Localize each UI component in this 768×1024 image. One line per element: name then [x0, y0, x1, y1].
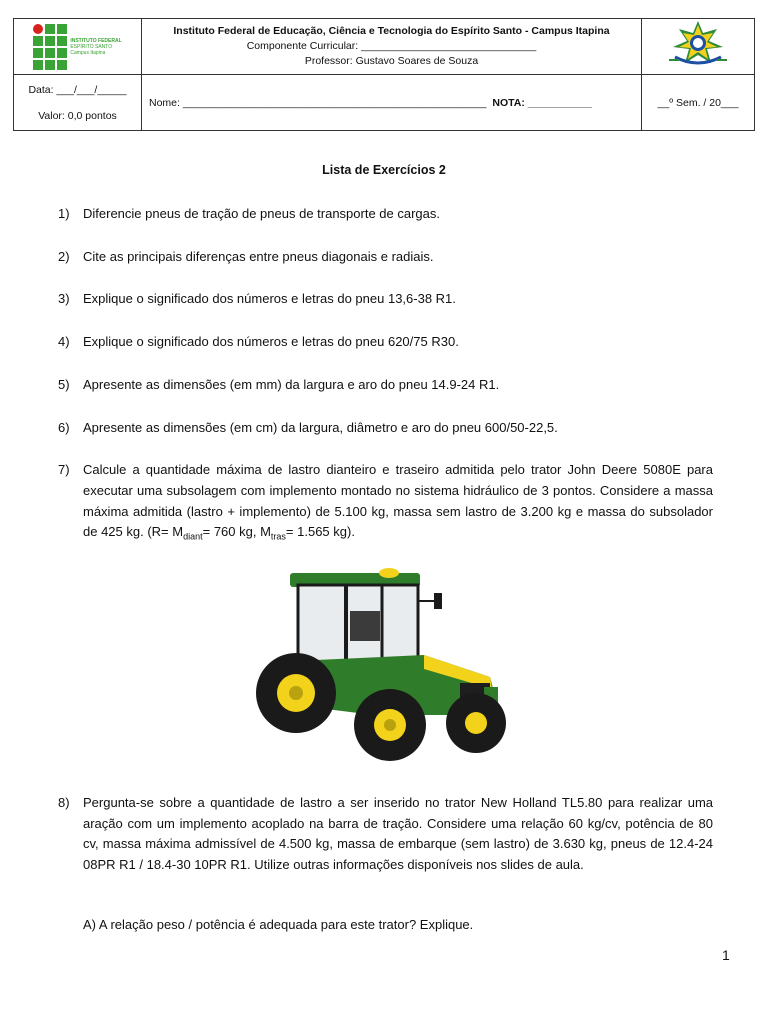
ifes-logo-text: INSTITUTO FEDERAL ESPÍRITO SANTO Campus Itapina: [70, 37, 122, 56]
exercise-item: [58, 289, 713, 310]
tractor-image: [254, 565, 516, 770]
exercise-number: 8): [58, 795, 70, 810]
exercise-item: [58, 204, 713, 225]
semester-field: __º Sem. / 20___: [657, 96, 739, 109]
header-table: [13, 18, 755, 131]
date-field: Data: ___/___/_____: [28, 83, 127, 96]
exercise-text: Explique o significado dos números e letras do pneu 13,6-38 R1.: [83, 291, 456, 307]
institution-cell: [142, 19, 642, 75]
exercise-text: Apresente as dimensões (em cm) da largura, diâmetro e aro do pneu 600/50-22,5.: [83, 419, 558, 435]
brazil-crest-cell: [642, 19, 755, 75]
exercise-number: 4): [58, 334, 70, 350]
exercise-item: [58, 375, 713, 396]
date-cell: [14, 75, 142, 131]
exercise-item: [58, 793, 713, 876]
exercise-number: 3): [58, 291, 70, 307]
subquestion-a: A) A relação peso / potência é adequada para este trator? Explique.: [83, 917, 474, 932]
name-cell: [142, 75, 642, 131]
exercise-item: [58, 247, 713, 268]
exercise-text: Calcule a quantidade máxima de lastro dianteiro e traseiro admitida pelo trator John Deere 5080E para executar uma subsolagem com implemento montado no sistema hidráulico de 3 pontos. Considere a massa máxima admitida (lastro + implemento) de 5.100 kg, massa sem lastro de 3.200 kg e massa do subsolador de 425 kg. ($R= M_{diant}= 760$ kg, $M_{tras}= 1.565$ kg).: [83, 462, 713, 542]
ifes-logo: [14, 21, 141, 73]
exercise-item: [58, 332, 713, 353]
exercise-item: [58, 418, 713, 439]
list-title: Lista de Exercícios 2: [322, 163, 446, 177]
exercise-number: 6): [58, 419, 70, 435]
brazil-coat-of-arms-icon: [667, 19, 729, 69]
grade-field: NOTA: ___________: [492, 96, 592, 109]
exercise-number: 5): [58, 376, 70, 392]
institution-name: Instituto Federal de Educação, Ciência e Tecnologia do Espírito Santo - Campus Itapina: [173, 25, 610, 37]
ifes-logo-cell: [14, 19, 142, 75]
exercise-text: Apresente as dimensões (em mm) da largura e aro do pneu 14.9-24 R1.: [83, 376, 500, 392]
component-field: Componente Curricular: ______________________________: [246, 40, 537, 52]
ifes-logo-mark: [33, 24, 67, 70]
tractor-illustration: [254, 565, 516, 770]
exercise-text: Pergunta-se sobre a quantidade de lastro a ser inserido no trator New Holland TL5.80 para realizar uma aração com um implemento acoplado na barra de tração. Considere uma relação 60 kg/cv, potência de 80 cv, massa máxima admissível de 4.500 kg, massa de embarque (sem lastro) de 3.630 kg, pneus de 12.4-24 08PR R1 / 18.4-30 10PR R1. Utilize outras informações disponíveis nos slides de aula.: [83, 795, 713, 873]
exercise-text: Explique o significado dos números e letras do pneu 620/75 R30.: [83, 334, 459, 350]
value-field: Valor: 0,0 pontos: [38, 109, 117, 122]
exercise-number: 7): [58, 462, 70, 478]
exercise-item: [58, 460, 713, 547]
exercise-8: [58, 793, 713, 876]
exercise-number: 2): [58, 248, 70, 264]
name-field: Nome: ____________________________________________________: [149, 96, 487, 109]
exercise-number: 1): [58, 206, 70, 221]
professor-name: Professor: Gustavo Soares de Souza: [304, 55, 479, 67]
page-number: 1: [722, 947, 730, 963]
exercise-list: [58, 204, 713, 548]
semester-cell: [642, 75, 755, 131]
exercise-text: Diferencie pneus de tração de pneus de transporte de cargas.: [83, 206, 441, 221]
exercise-text: Cite as principais diferenças entre pneus diagonais e radiais.: [83, 248, 434, 264]
